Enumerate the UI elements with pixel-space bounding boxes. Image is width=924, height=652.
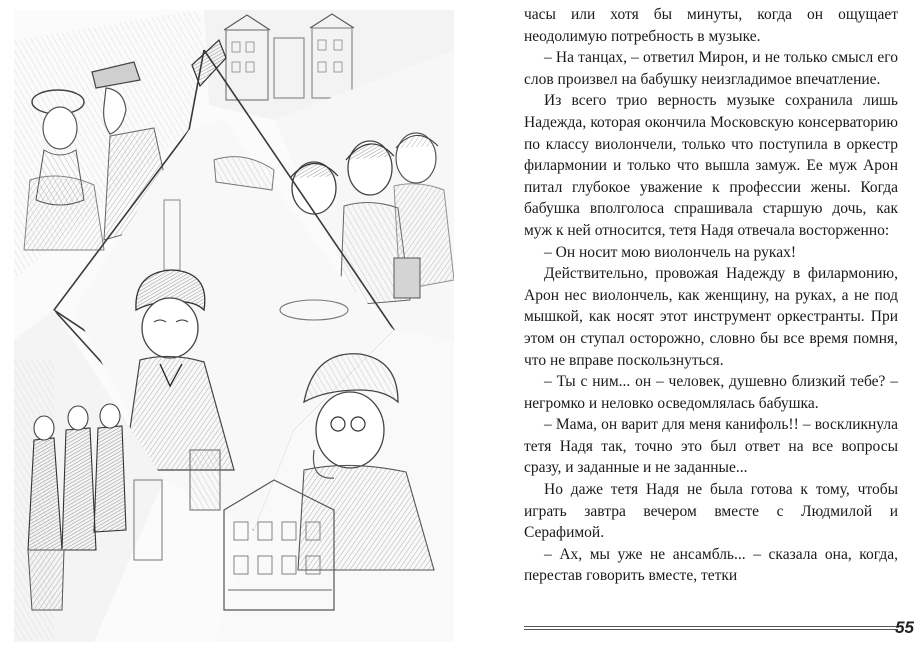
paragraph: Действительно, провожая Надежду в филармонию, Арон нес виолончель, как женщину, на руках, а не под мышкой, как носят этот инструмент оркестранты. При этом он ступал осторожно, словно бы все время помня, что не вправе поскользнуться. bbox=[524, 265, 898, 369]
paragraph: – На танцах, – ответил Мирон, и не только смысл его слов произвел на бабушку неизгладимое впечатление. bbox=[524, 49, 898, 88]
body-text bbox=[524, 4, 898, 587]
footer-rule bbox=[524, 626, 898, 630]
paragraph: – Он носит мою виолончель на руках! bbox=[544, 243, 796, 261]
page-number: 55 bbox=[895, 618, 914, 637]
paragraph: – Мама, он варит для меня канифоль!! – воскликнула тетя Надя так, точно это был ответ на все вопросы сразу, и заданные и не заданные... bbox=[524, 416, 898, 477]
book-illustration bbox=[14, 10, 454, 642]
paragraph: – Ты с ним... он – человек, душевно близкий тебе? – негромко и неловко осведомлялась бабушка. bbox=[524, 373, 898, 412]
paragraph: часы или хотя бы минуты, когда он ощущает неодолимую потребность в музыке. bbox=[524, 6, 898, 45]
paragraph: – Ах, мы уже не ансамбль... – сказала она, когда, перестав говорить вместе, тетки bbox=[524, 545, 898, 585]
paragraph: Но даже тетя Надя не была готова к тому, чтобы играть завтра вечером вместе с Людмилой и Серафимой. bbox=[524, 481, 898, 542]
paragraph: Из всего трио верность музыке сохранила лишь Надежда, которая окончила Московскую консерваторию по классу виолончели, только что поступила в оркестр филармонии и только что вышла замуж. Ее муж Арон питал глубокое уважение к профессии жены. Когда бабушка вполголоса спрашивала старшую дочь, как муж к ней относится, тетя Надя отвечала восторженно: bbox=[524, 92, 898, 239]
right-page bbox=[462, 0, 924, 652]
